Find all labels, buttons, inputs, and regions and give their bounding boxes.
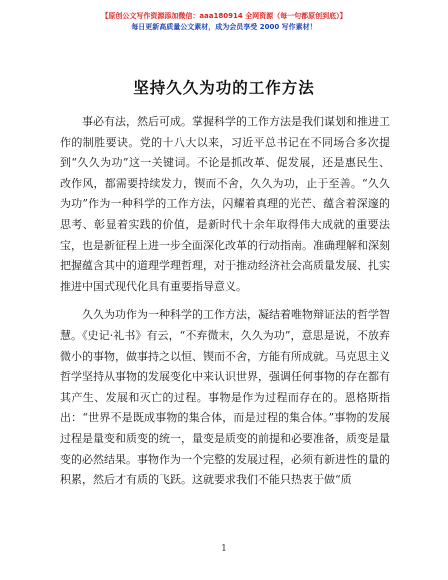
paragraph: 久久为功作为一种科学的工作方法，凝结着唯物辩证法的哲学智慧。《史记·礼书》有云，“不弃微末，久久为功”，意思是说，不放弃微小的事物，做事持之以恒、锲而不舍，方能有所成就。马克思主义哲学坚持从事物的发展变化中来认识世界，强调任何事物的存在都有其产生、发展和灭亡的过程。事物是作为过程而存在的。恩格斯指出：“世界不是既成事物的集合体，而是过程的集合体。”事物的发展过程是量变和质变的统一，量变是质变的前提和必要准备，质变是量变的必然结果。事物作为一个完整的发展过程，必须有新进性的量的积累，然后才有质的飞跃。这就要求我们不能只热衷于做“质 (60, 308, 390, 487)
document-title: 坚持久久为功的工作方法 (133, 78, 315, 97)
document-body (60, 112, 390, 491)
paragraph: 事必有法，然后可成。掌握科学的工作方法是我们谋划和推进工作的制胜要诀。党的十八大以来，习近平总书记在不同场合多次提到“久久为功”这一关键词。不论是抓改革、促发展，还是惠民生、改作风，都需要持续发力，锲而不舍，久久为功，止于至善。“久久为功”作为一种科学的工作方法，闪耀着真理的光芒、蕴含着深邃的思考、彰显着实践的价值，是新时代十余年取得伟大成就的重要法宝，也是新征程上进一步全面深化改革的行动指南。准确理解和深刻把握蕴含其中的道理学理哲理，对于推动经济社会高质量发展、扎实推进中国式现代化具有重要指导意义。 (60, 115, 390, 293)
header-banner (0, 11, 448, 32)
banner-contact-line: 【原创公文写作资源添加微信：aaa180914 全网资源（每一句都原创到底）】 (101, 12, 347, 20)
page-number: 1 (221, 544, 227, 554)
banner-promo-line: 每日更新高质量公文素材，成为会员享受 2000 写作素材！ (131, 23, 317, 31)
